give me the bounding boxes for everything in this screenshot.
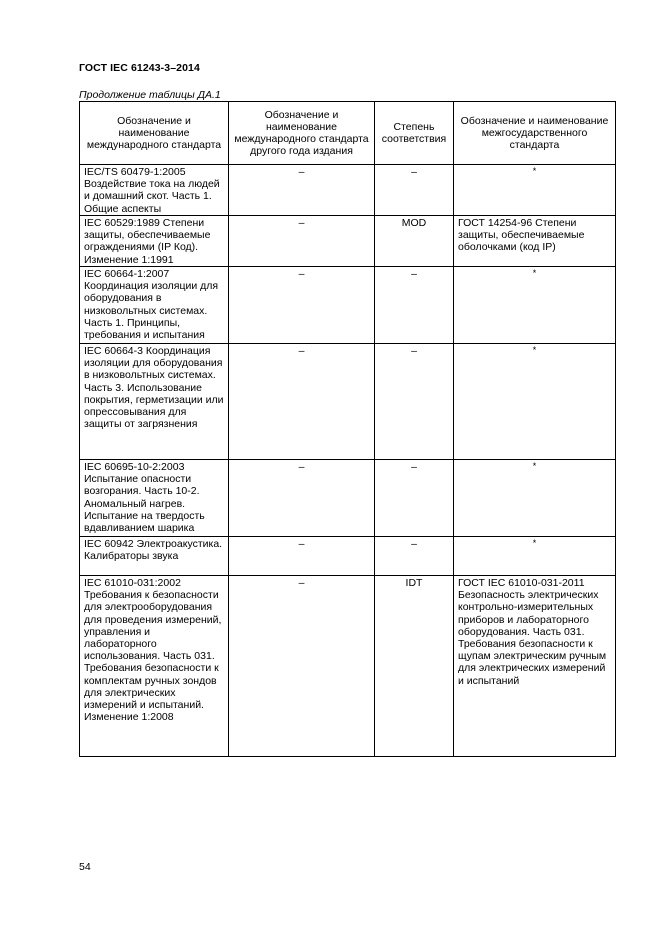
cell-interstate: ГОСТ 14254-96 Степени защиты, обеспечиваемые оболочками (код IP) [454, 216, 616, 267]
table-row [80, 537, 616, 576]
cell-degree: – [375, 267, 454, 344]
column-header-international: Обозначение и наименование международного стандарта [80, 102, 229, 165]
cell-interstate: * [454, 344, 616, 460]
cell-interstate: * [454, 537, 616, 576]
table-row [80, 165, 616, 216]
column-header-degree: Степень соответствия [375, 102, 454, 165]
table-row [80, 460, 616, 537]
cell-other-edition: – [229, 460, 375, 537]
cell-other-edition: – [229, 216, 375, 267]
table-header-row [80, 102, 616, 165]
cell-interstate: * [454, 165, 616, 216]
cell-other-edition: – [229, 576, 375, 757]
cell-other-edition: – [229, 344, 375, 460]
table-row [80, 344, 616, 460]
cell-degree: – [375, 344, 454, 460]
document-header: ГОСТ IEC 61243-3–2014 [79, 62, 200, 74]
cell-international: IEC 61010-031:2002 Требования к безопасности для электрооборудования для проведения измерений, управления и лабораторного использования. Часть 031. Требования безопасности к комплектам ручных зондов для электрических измерений и испытаний. Изменение 1:2008 [80, 576, 229, 757]
cell-other-edition: – [229, 537, 375, 576]
cell-degree: MOD [375, 216, 454, 267]
table-row [80, 216, 616, 267]
cell-international: IEC 60529:1989 Степени защиты, обеспечиваемые ограждениями (IP Код). Изменение 1:1991 [80, 216, 229, 267]
table-row [80, 576, 616, 757]
cell-international: IEC 60695-10-2:2003 Испытание опасности возгорания. Часть 10-2. Аномальный нагрев. Испытание на твердость вдавливанием шарика [80, 460, 229, 537]
cell-degree: – [375, 537, 454, 576]
standards-table [79, 101, 616, 757]
page-number: 54 [79, 861, 91, 873]
column-header-interstate: Обозначение и наименование межгосударственного стандарта [454, 102, 616, 165]
table-caption: Продолжение таблицы ДА.1 [79, 89, 221, 101]
cell-degree: – [375, 460, 454, 537]
cell-international: IEC 60664-1:2007 Координация изоляции для оборудования в низковольтных системах. Часть 1. Принципы, требования и испытания [80, 267, 229, 344]
cell-other-edition: – [229, 267, 375, 344]
cell-interstate: ГОСТ IEC 61010-031-2011 Безопасность электрических контрольно-измерительных приборов и лабораторного оборудования. Часть 031. Требования безопасности к щупам электрическим ручным для электрических измерений и испытаний [454, 576, 616, 757]
cell-degree: – [375, 165, 454, 216]
cell-international: IEC 60942 Электроакустика. Калибраторы звука [80, 537, 229, 576]
cell-international: IEC 60664-3 Координация изоляции для оборудования в низковольтных системах. Часть 3. Использование покрытия, герметизации или опрессовывания для защиты от загрязнения [80, 344, 229, 460]
cell-international: IEC/TS 60479-1:2005 Воздействие тока на людей и домашний скот. Часть 1. Общие аспекты [80, 165, 229, 216]
cell-interstate: * [454, 267, 616, 344]
cell-interstate: * [454, 460, 616, 537]
cell-degree: IDT [375, 576, 454, 757]
cell-other-edition: – [229, 165, 375, 216]
table-row [80, 267, 616, 344]
column-header-other-edition: Обозначение и наименование международного стандарта другого года издания [229, 102, 375, 165]
